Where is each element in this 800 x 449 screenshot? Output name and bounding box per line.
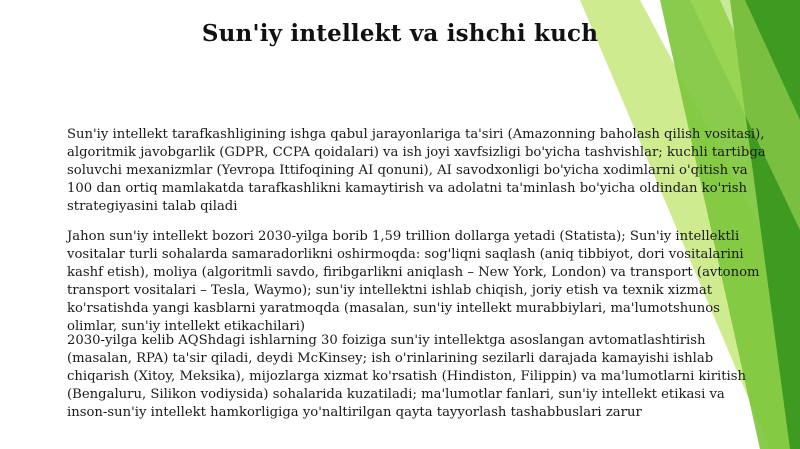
- paragraph-ai-market-growth: Jahon sun'iy intellekt bozori 2030-yilga borib 1,59 trillion dollarga yetadi (Statista); Sun'iy intellektli vositalar turli sohalarda samaradorlikni oshirmoqda: sog'liqni saqlash (aniq tibbiyot, dori vositalarini kashf etish), moliya (algoritmli savdo, firibgarlikni aniqlash – New York, London) va transport (avtonom transport vositalari – Tesla, Waymo); sun'iy intellektni ishlab chiqish, joriy etish va texnik xizmat ko'rsatishda yangi kasblarni yaratmoqda (masalan, sun'iy intellekt murabbiylari, ma'lumotshunos olimlar, sun'iy intellekt etikachilari): [67, 229, 760, 334]
- paragraph-ai-automation-impact: 2030-yilga kelib AQShdagi ishlarning 30 foiziga sun'iy intellektga asoslangan avtomatlashtirish (masalan, RPA) ta'sir qiladi, deydi McKinsey; ish o'rinlarining sezilarli darajada kamayishi ishlab chiqarish (Xitoy, Meksika), mijozlarga xizmat ko'rsatish (Hindiston, Filippin) va ma'lumotlarni kiritish (Bengaluru, Silikon vodiysida) sohalarida kuzatiladi; ma'lumotlar fanlari, sun'iy intellekt etikasi va inson-sun'iy intellekt hamkorligiga yo'naltirilgan qayta tayyorlash tashabbuslari zarur: [67, 333, 746, 420]
- slide-title: Sun'iy intellekt va ishchi kuch: [201, 20, 599, 47]
- paragraph-ai-bias-regulation: Sun'iy intellekt tarafkashligining ishga qabul jarayonlariga ta'siri (Amazonning baholash qilish vositasi), algoritmik javobgarlik (GDPR, CCPA qoidalari) va ish joyi xavfsizligi bo'yicha tashvishlar; kuchli tartibga soluvchi mexanizmlar (Yevropa Ittifoqining AI qonuni), AI savodxonligi bo'yicha xodimlarni o'qitish va 100 dan ortiq mamlakatda tarafkashlikni kamaytirish va adolatni ta'minlash bo'yicha oldindan ko'rish strategiyasini talab qiladi: [67, 127, 766, 214]
